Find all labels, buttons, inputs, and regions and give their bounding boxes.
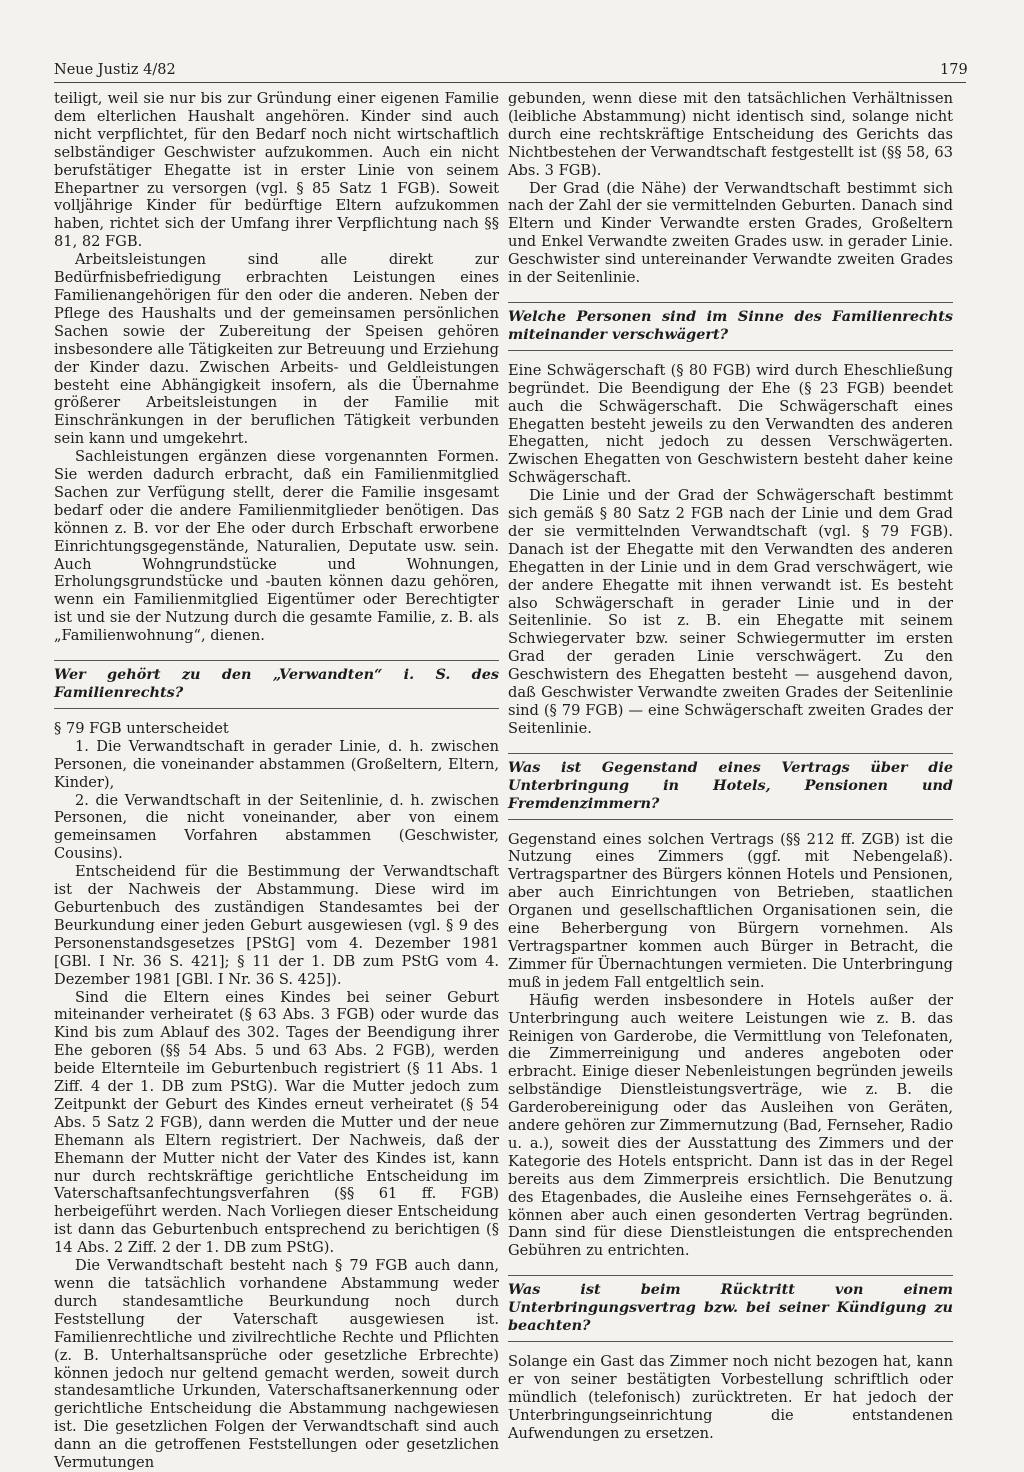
paragraph: Solange ein Gast das Zimmer noch nicht bezogen hat, kann er von seiner bestätigten Vorbestellung schriftlich oder mündlich (telefonisch) zurücktreten. Er hat jedoch der Unterbringungseinrichtung die entstandenen Aufwendungen zu ersetzen. (508, 1353, 953, 1442)
paragraph: Sind die Eltern eines Kindes bei seiner Geburt miteinander verheiratet (§ 63 Abs. 3 FGB) oder wurde das Kind bis zum Ablauf des 302. Tages der Beendigung ihrer Ehe geboren (§§ 54 Abs. 5 und 63 Abs. 2 FGB), werden beide Elternteile im Geburtenbuch registriert (§ 11 Abs. 1 Ziff. 4 der 1. DB zum PStG). War die Mutter jedoch zum Zeitpunkt der Geburt des Kindes erneut verheiratet (§ 54 Abs. 5 Satz 2 FGB), dann werden die Mutter und der neue Ehemann als Eltern registriert. Der Nachweis, daß der Ehemann der Mutter nicht der Vater des Kindes ist, kann nur durch rechtskräftige gerichtliche Entscheidung im Vaterschaftsanfechtungsverfahren (§§ 61 ff. FGB) herbeigeführt werden. Nach Vorliegen dieser Entscheidung ist dann das Geburtenbuch entsprechend zu berichtigen (§ 14 Abs. 2 Ziff. 2 der 1. DB zum PStG). (54, 988, 499, 1257)
paragraph: Sachleistungen ergänzen diese vorgenannten Formen. Sie werden dadurch erbracht, daß ein Familienmitglied Sachen zur Verfügung stellt, derer die Familie insgesamt bedarf oder die andere Familienmitglieder benötigen. Das können z. B. vor der Ehe oder durch Erbschaft erworbene Einrichtungsgegenstände, Naturalien, Deputate usw. sein. Auch Wohngrundstücke und Wohnungen, Erholungsgrundstücke und -bauten können dazu gehören, wenn ein Familienmitglied Eigentümer oder Berechtigter ist und sie der Nutzung durch die gesamte Familie, z. B. als „Familienwohnung“, dienen. (54, 448, 499, 645)
paragraph: Entscheidend für die Bestimmung der Verwandtschaft ist der Nachweis der Abstammung. Diese wird im Geburtenbuch des zuständigen Standesamtes bei der Beurkundung einer jeden Geburt ausgewiesen (vgl. § 9 des Personenstandsgesetzes [PStG] vom 4. Dezember 1981 [GBl. I Nr. 36 S. 421]; § 11 der 1. DB zum PStG vom 4. Dezember 1981 [GBl. I Nr. 36 S. 425]). (54, 863, 499, 988)
question-box (508, 302, 953, 351)
question-heading: Was ist beim Rücktritt von einem Unterbringungsvertrag bzw. bei seiner Kündigung zu beachten? (508, 1281, 953, 1335)
left-column (54, 90, 499, 1472)
question-box (508, 1275, 953, 1342)
paragraph: § 79 FGB unterscheidet (54, 719, 229, 737)
paragraph: Eine Schwägerschaft (§ 80 FGB) wird durch Eheschließung begründet. Die Beendigung der Ehe (§ 23 FGB) beendet auch die Schwägerschaft. Die Schwägerschaft eines Ehegatten besteht jeweils zu den Verwandten des anderen Ehegatten, nicht jedoch zu dessen Verschwägerten. Zwischen Ehegatten von Geschwistern besteht daher keine Schwägerschaft. (508, 361, 953, 487)
paragraph: teiligt, weil sie nur bis zur Gründung einer eigenen Familie dem elterlichen Haushalt angehören. Kinder sind auch nicht verpflichtet, für den Bedarf noch nicht wirtschaftlich selbständiger Geschwister aufzukommen. Auch ein nicht berufstätiger Ehegatte ist in erster Linie von seinem Ehepartner zu versorgen (vgl. § 85 Satz 1 FGB). Soweit volljährige Kinder für bedürftige Eltern aufzukommen haben, richtet sich der Umfang ihrer Verpflichtung nach §§ 81, 82 FGB. (54, 90, 499, 251)
question-heading: Welche Personen sind im Sinne des Familienrechts miteinander verschwägert? (508, 307, 953, 343)
journal-title: Neue Justiz 4/82 (54, 62, 176, 78)
paragraph: gebunden, wenn diese mit den tatsächlichen Verhältnissen (leibliche Abstammung) nicht identisch sind, solange nicht durch eine rechtskräftige Entscheidung des Gerichts das Nichtbestehen der Verwandtschaft festgestellt ist (§§ 58, 63 Abs. 3 FGB). (508, 90, 953, 179)
list-item: 2. die Verwandtschaft in der Seitenlinie, d. h. zwischen Personen, die nicht voneinander, aber von einem gemeinsamen Vorfahren abstammen (Geschwister, Cousins). (54, 791, 499, 863)
question-box (54, 660, 499, 709)
list-item: 1. Die Verwandtschaft in gerader Linie, d. h. zwischen Personen, die voneinander abstammen (Großeltern, Eltern, Kinder), (54, 737, 499, 791)
paragraph: Die Linie und der Grad der Schwägerschaft bestimmt sich gemäß § 80 Satz 2 FGB nach der Linie und dem Grad der sie vermittelnden Verwandtschaft (vgl. § 79 FGB). Danach ist der Ehegatte mit den Verwandten des anderen Ehegatten in der Linie und in dem Grad verschwägert, wie der andere Ehegatte mit ihnen verwandt ist. Es besteht also Schwägerschaft in gerader Linie und in der Seitenlinie. So ist z. B. ein Ehegatte mit seinem Schwiegervater bzw. seiner Schwiegermutter im ersten Grad der geraden Linie verschwägert. Zu den Geschwistern des Ehegatten besteht — ausgehend davon, daß Geschwister Verwandte zweiten Grades der Seitenlinie sind (§ 79 FGB) — eine Schwägerschaft zweiten Grades der Seitenlinie. (508, 487, 953, 737)
paragraph: Arbeitsleistungen sind alle direkt zur Bedürfnisbefriedigung erbrachten Leistungen eines Familienangehörigen für den oder die anderen. Neben der Pflege des Haushalts und der gemeinsamen persönlichen Sachen sowie der Zubereitung der Speisen gehören insbesondere alle Tätigkeiten zur Betreuung und Erziehung der Kinder dazu. Zwischen Arbeits- und Geldleistungen besteht eine Abhängigkeit insofern, als die Übernahme größerer Arbeitsleistungen in der Familie mit Einschränkungen in der beruflichen Tätigkeit verbunden sein kann und umgekehrt. (54, 251, 499, 448)
question-box (508, 753, 953, 820)
paragraph: Der Grad (die Nähe) der Verwandtschaft bestimmt sich nach der Zahl der sie vermittelnden Geburten. Danach sind Eltern und Kinder Verwandte ersten Grades, Großeltern und Enkel Verwandte zweiten Grades usw. in gerader Linie. Geschwister sind untereinander Verwandte zweiten Grades in der Seitenlinie. (508, 179, 953, 287)
paragraph: Die Verwandtschaft besteht nach § 79 FGB auch dann, wenn die tatsächlich vorhandene Abstammung weder durch standesamtliche Beurkundung noch durch Feststellung der Vaterschaft ausgewiesen ist. Familienrechtliche und zivilrechtliche Rechte und Pflichten (z. B. Unterhaltsansprüche oder gesetzliche Erbrechte) können jedoch nur geltend gemacht werden, soweit durch standesamtliche Urkunden, Vaterschaftsanerkennung oder gerichtliche Entscheidung die Abstammung nachgewiesen ist. Die gesetzlichen Folgen der Verwandtschaft sind auch dann an die getroffenen Feststellungen oder gesetzlichen Vermutungen (54, 1257, 499, 1472)
right-column (508, 90, 953, 1443)
question-heading: Wer gehört zu den „Verwandten“ i. S. des Familienrechts? (54, 666, 499, 701)
question-heading: Was ist Gegenstand eines Vertrags über die Unterbringung in Hotels, Pensionen und Fremdenzimmern? (508, 758, 953, 812)
paragraph: Gegenstand eines solchen Vertrags (§§ 212 ff. ZGB) ist die Nutzung eines Zimmers (ggf. mit Nebengelaß). Vertragspartner des Bürgers können Hotels und Pensionen, aber auch Einrichtungen von Betrieben, staatlichen Organen und gesellschaftlichen Organisationen sein, die eine Beherbergung von Bürgern vornehmen. Als Vertragspartner kommen auch Bürger in Betracht, die Zimmer für Übernachtungen vermieten. Die Unterbringung muß in jedem Fall entgeltlich sein. (508, 830, 953, 991)
header-rule (54, 82, 966, 83)
paragraph: Häufig werden insbesondere in Hotels außer der Unterbringung auch weitere Leistungen wie z. B. das Reinigen von Garderobe, die Vermittlung von Telefonaten, die Zimmerreinigung und anderes angeboten oder erbracht. Einige dieser Nebenleistungen begründen jeweils selbständige Dienstleistungsverträge, wie z. B. die Garderobereinigung oder das Ausleihen von Geräten, andere gehören zur Zimmernutzung (Bad, Fernseher, Radio u. a.), soweit dies der Ausstattung des Zimmers und der Kategorie des Hotels entspricht. Dann ist das in der Regel bereits aus dem Zimmerpreis ersichtlich. Die Benutzung des Etagenbades, die Ausleihe eines Fernsehgerätes o. ä. können aber auch einen gesonderten Vertrag begründen. Dann sind für diese Dienstleistungen die entsprechenden Gebühren zu entrichten. (508, 991, 953, 1260)
page-number: 179 (940, 62, 968, 78)
